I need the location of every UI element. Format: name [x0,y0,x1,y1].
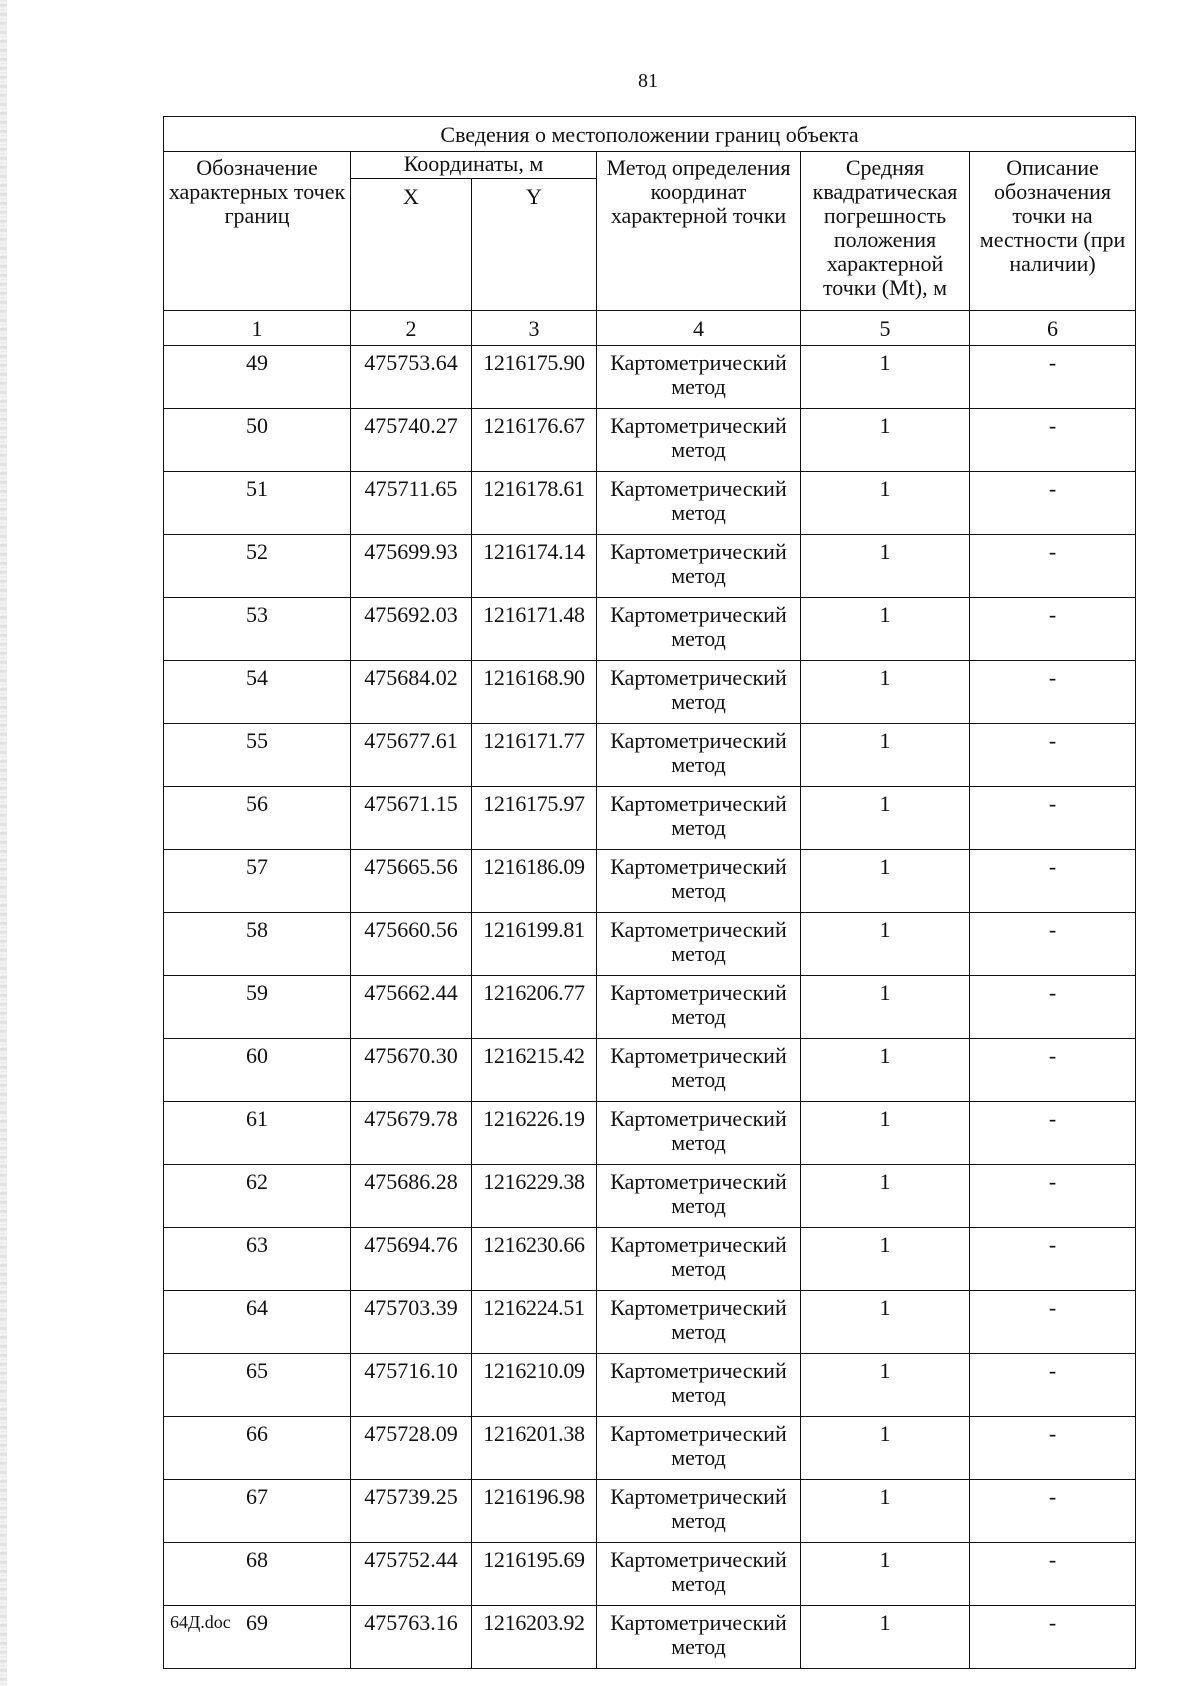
mean-error-cell: 1 [801,409,970,472]
method-cell: Картометрический метод [597,724,801,787]
table-row [164,598,1136,661]
column-number-row [164,311,1136,346]
table-row [164,724,1136,787]
point-cell: 58 [164,913,351,976]
point-cell: 57 [164,850,351,913]
x-coordinate-cell: 475740.27 [351,409,472,472]
table-title-row [164,117,1136,152]
table-row [164,472,1136,535]
method-cell: Картометрический метод [597,976,801,1039]
description-cell: - [970,535,1136,598]
y-coordinate-cell: 1216206.77 [472,976,597,1039]
x-coordinate-cell: 475703.39 [351,1291,472,1354]
y-coordinate-cell: 1216201.38 [472,1417,597,1480]
y-coordinate-cell: 1216203.92 [472,1606,597,1669]
x-coordinate-cell: 475763.16 [351,1606,472,1669]
x-coordinate-cell: 475711.65 [351,472,472,535]
mean-error-cell: 1 [801,598,970,661]
method-cell: Картометрический метод [597,409,801,472]
method-cell: Картометрический метод [597,535,801,598]
column-number: 2 [351,311,472,346]
description-cell: - [970,787,1136,850]
method-cell: Картометрический метод [597,1102,801,1165]
y-coordinate-cell: 1216168.90 [472,661,597,724]
mean-error-cell: 1 [801,724,970,787]
method-cell: Картометрический метод [597,472,801,535]
table-row [164,1417,1136,1480]
description-cell: - [970,1291,1136,1354]
method-cell: Картометрический метод [597,346,801,409]
mean-error-cell: 1 [801,787,970,850]
x-coordinate-cell: 475716.10 [351,1354,472,1417]
y-coordinate-cell: 1216196.98 [472,1480,597,1543]
x-coordinate-cell: 475728.09 [351,1417,472,1480]
column-number: 3 [472,311,597,346]
mean-error-cell: 1 [801,346,970,409]
method-cell: Картометрический метод [597,661,801,724]
y-coordinate-cell: 1216186.09 [472,850,597,913]
x-coordinate-cell: 475662.44 [351,976,472,1039]
y-coordinate-cell: 1216171.48 [472,598,597,661]
y-coordinate-cell: 1216199.81 [472,913,597,976]
method-cell: Картометрический метод [597,1291,801,1354]
mean-error-cell: 1 [801,1354,970,1417]
description-cell: - [970,1417,1136,1480]
description-cell: - [970,1354,1136,1417]
table-row [164,1102,1136,1165]
x-coordinate-cell: 475670.30 [351,1039,472,1102]
description-cell: - [970,850,1136,913]
y-coordinate-cell: 1216171.77 [472,724,597,787]
x-coordinate-cell: 475679.78 [351,1102,472,1165]
header-coordinates: Координаты, м [351,152,597,179]
mean-error-cell: 1 [801,913,970,976]
point-cell: 64 [164,1291,351,1354]
x-coordinate-cell: 475739.25 [351,1480,472,1543]
point-cell: 51 [164,472,351,535]
y-coordinate-cell: 1216175.97 [472,787,597,850]
description-cell: - [970,724,1136,787]
point-cell: 65 [164,1354,351,1417]
x-coordinate-cell: 475753.64 [351,346,472,409]
point-cell: 50 [164,409,351,472]
y-coordinate-cell: 1216215.42 [472,1039,597,1102]
point-cell: 62 [164,1165,351,1228]
table-title: Сведения о местоположении границ объекта [164,117,1136,152]
x-coordinate-cell: 475686.28 [351,1165,472,1228]
table-row [164,1480,1136,1543]
table-body [164,346,1136,1669]
y-coordinate-cell: 1216176.67 [472,409,597,472]
point-cell: 52 [164,535,351,598]
mean-error-cell: 1 [801,1480,970,1543]
mean-error-cell: 1 [801,1102,970,1165]
y-coordinate-cell: 1216229.38 [472,1165,597,1228]
mean-error-cell: 1 [801,976,970,1039]
x-coordinate-cell: 475677.61 [351,724,472,787]
scan-edge [0,0,7,1686]
table-row [164,535,1136,598]
point-cell: 55 [164,724,351,787]
method-cell: Картометрический метод [597,1480,801,1543]
table-row [164,661,1136,724]
mean-error-cell: 1 [801,1291,970,1354]
y-coordinate-cell: 1216178.61 [472,472,597,535]
header-description: Описание обозначения точки на местности (при наличии) [970,152,1136,311]
method-cell: Картометрический метод [597,1165,801,1228]
point-cell: 66 [164,1417,351,1480]
header-point-designation: Обозначение характерных точек границ [164,152,351,311]
table-row [164,1606,1136,1669]
point-cell: 56 [164,787,351,850]
method-cell: Картометрический метод [597,1417,801,1480]
y-coordinate-cell: 1216174.14 [472,535,597,598]
header-mean-error: Средняя квадратическая погрешность положения характерной точки (Mt), м [801,152,970,311]
description-cell: - [970,1543,1136,1606]
x-coordinate-cell: 475660.56 [351,913,472,976]
description-cell: - [970,409,1136,472]
y-coordinate-cell: 1216195.69 [472,1543,597,1606]
y-coordinate-cell: 1216175.90 [472,346,597,409]
mean-error-cell: 1 [801,1543,970,1606]
header-row [164,152,1136,179]
column-number: 1 [164,311,351,346]
table-row [164,976,1136,1039]
y-coordinate-cell: 1216224.51 [472,1291,597,1354]
x-coordinate-cell: 475699.93 [351,535,472,598]
method-cell: Картометрический метод [597,1228,801,1291]
point-cell: 49 [164,346,351,409]
x-coordinate-cell: 475684.02 [351,661,472,724]
point-cell: 67 [164,1480,351,1543]
header-x: X [351,179,472,311]
point-cell: 59 [164,976,351,1039]
description-cell: - [970,346,1136,409]
description-cell: - [970,661,1136,724]
mean-error-cell: 1 [801,1606,970,1669]
column-number: 5 [801,311,970,346]
x-coordinate-cell: 475671.15 [351,787,472,850]
table-row [164,787,1136,850]
method-cell: Картометрический метод [597,1606,801,1669]
method-cell: Картометрический метод [597,1039,801,1102]
point-cell: 60 [164,1039,351,1102]
x-coordinate-cell: 475665.56 [351,850,472,913]
method-cell: Картометрический метод [597,598,801,661]
mean-error-cell: 1 [801,1039,970,1102]
mean-error-cell: 1 [801,472,970,535]
table-row [164,1291,1136,1354]
y-coordinate-cell: 1216230.66 [472,1228,597,1291]
point-cell: 61 [164,1102,351,1165]
point-cell: 69 [164,1606,351,1669]
mean-error-cell: 1 [801,661,970,724]
mean-error-cell: 1 [801,1228,970,1291]
header-method: Метод определения координат характерной точки [597,152,801,311]
column-number: 6 [970,311,1136,346]
table-row [164,850,1136,913]
description-cell: - [970,1102,1136,1165]
column-number: 4 [597,311,801,346]
table-row [164,1165,1136,1228]
point-cell: 54 [164,661,351,724]
y-coordinate-cell: 1216210.09 [472,1354,597,1417]
description-cell: - [970,1228,1136,1291]
mean-error-cell: 1 [801,850,970,913]
description-cell: - [970,1165,1136,1228]
description-cell: - [970,472,1136,535]
boundary-coordinates-table [163,116,1136,1669]
method-cell: Картометрический метод [597,850,801,913]
description-cell: - [970,913,1136,976]
method-cell: Картометрический метод [597,787,801,850]
description-cell: - [970,1606,1136,1669]
footer-filename: 64Д.doc [170,1612,231,1632]
description-cell: - [970,976,1136,1039]
table-row [164,346,1136,409]
table-row [164,409,1136,472]
method-cell: Картометрический метод [597,1354,801,1417]
description-cell: - [970,598,1136,661]
x-coordinate-cell: 475752.44 [351,1543,472,1606]
point-cell: 68 [164,1543,351,1606]
point-cell: 53 [164,598,351,661]
x-coordinate-cell: 475692.03 [351,598,472,661]
x-coordinate-cell: 475694.76 [351,1228,472,1291]
method-cell: Картометрический метод [597,1543,801,1606]
table-row [164,1543,1136,1606]
mean-error-cell: 1 [801,1417,970,1480]
y-coordinate-cell: 1216226.19 [472,1102,597,1165]
page-number: 81 [638,70,658,92]
header-y: Y [472,179,597,311]
description-cell: - [970,1039,1136,1102]
table-row [164,1354,1136,1417]
table-row [164,1039,1136,1102]
method-cell: Картометрический метод [597,913,801,976]
mean-error-cell: 1 [801,535,970,598]
point-cell: 63 [164,1228,351,1291]
description-cell: - [970,1480,1136,1543]
mean-error-cell: 1 [801,1165,970,1228]
table-row [164,913,1136,976]
table-row [164,1228,1136,1291]
